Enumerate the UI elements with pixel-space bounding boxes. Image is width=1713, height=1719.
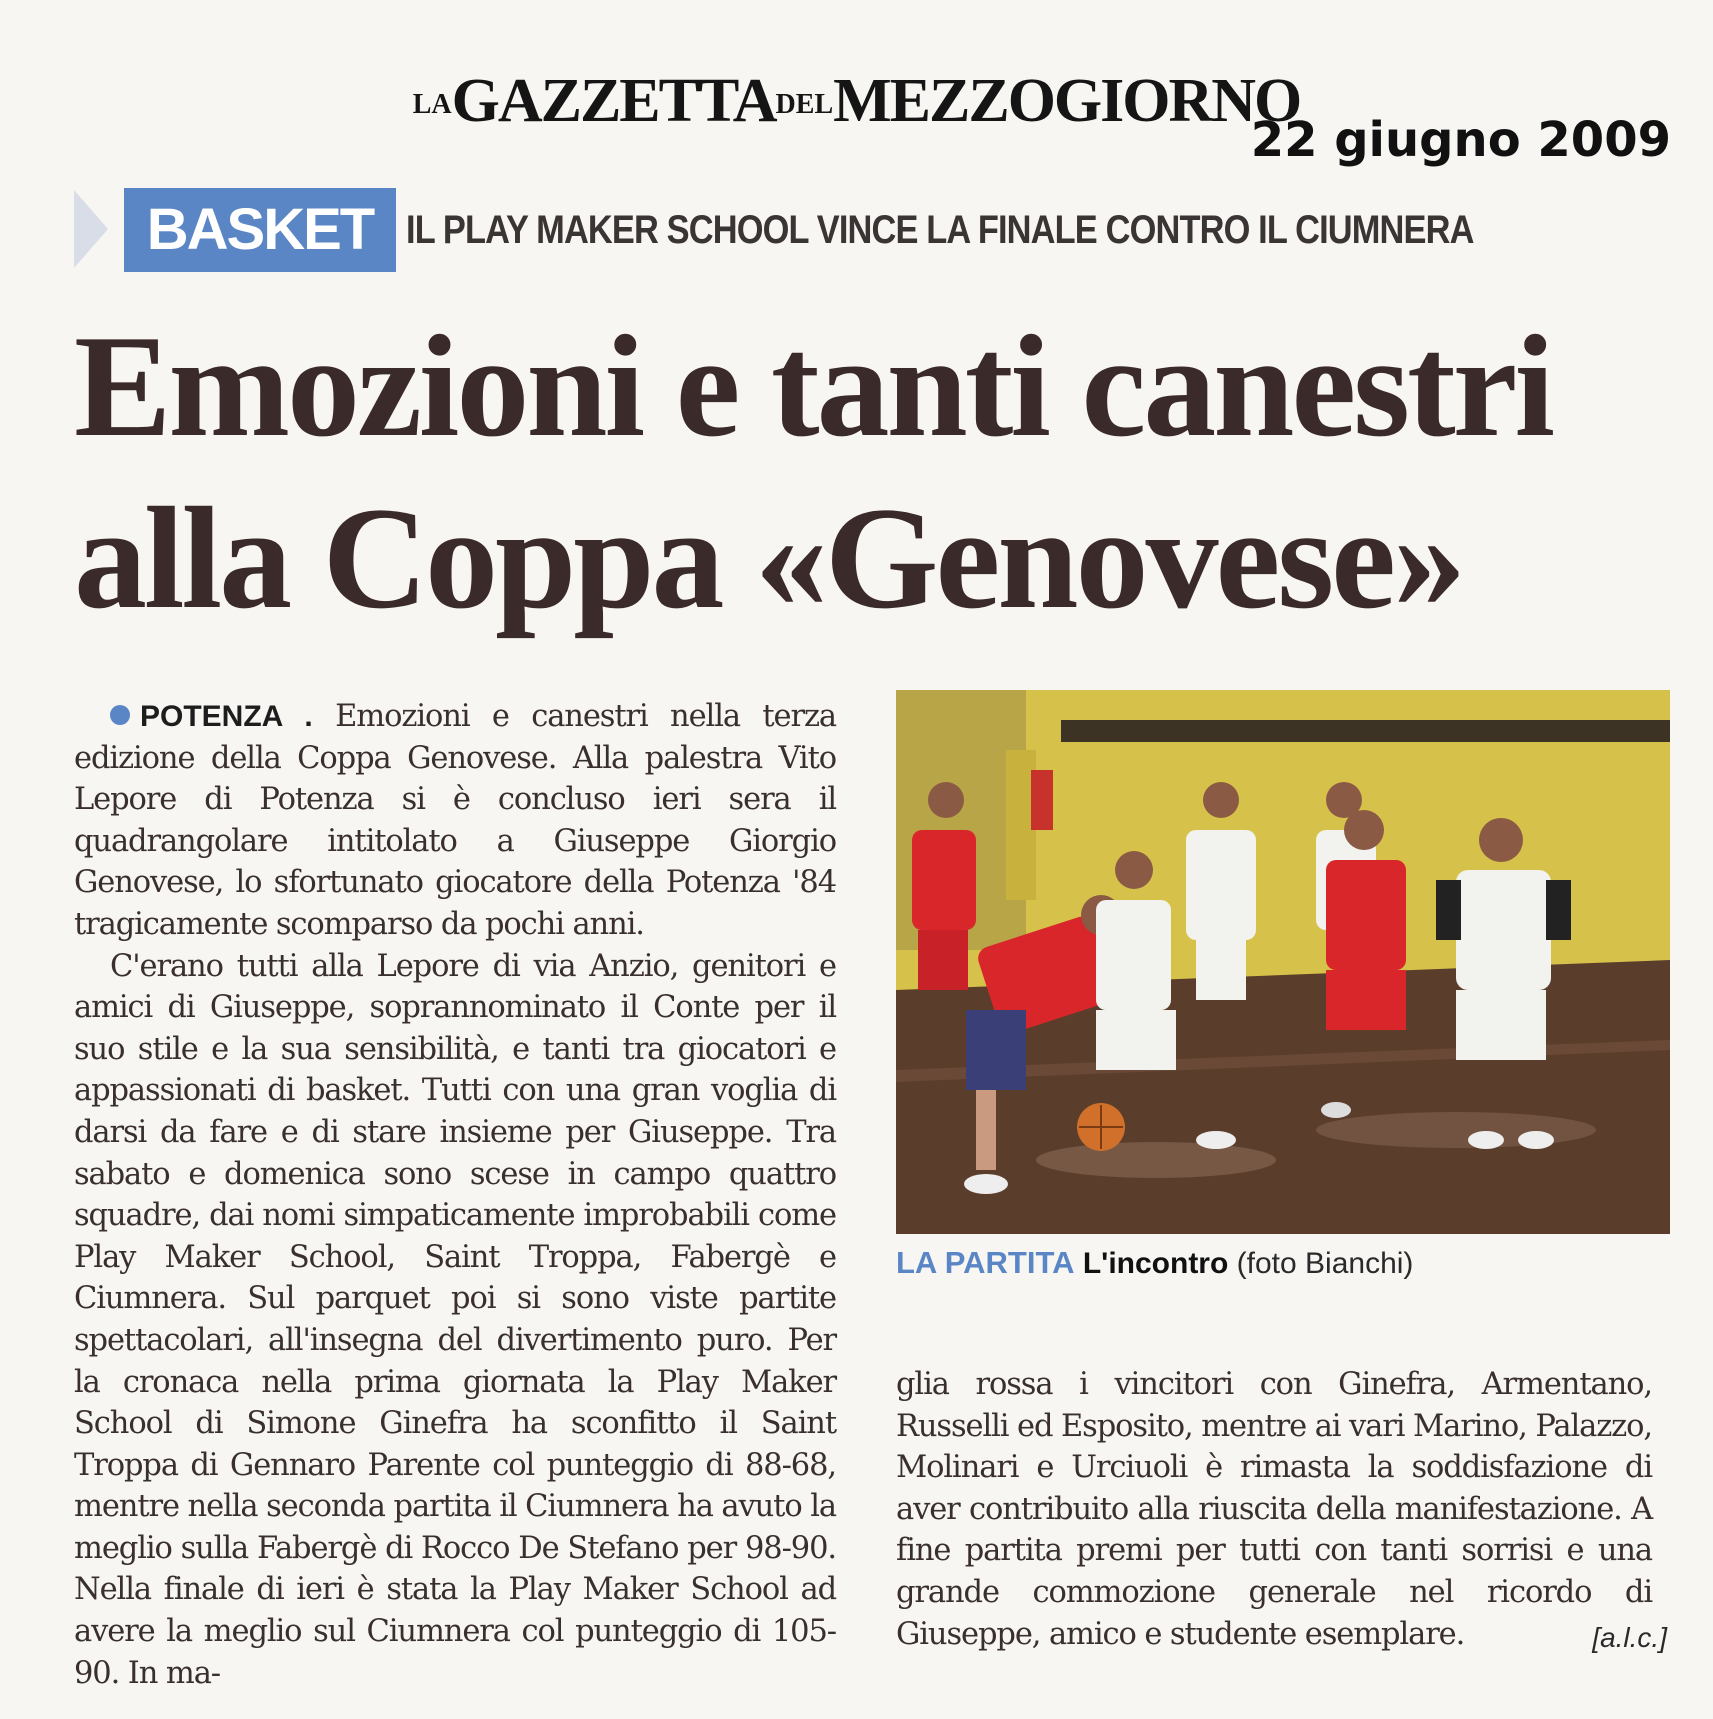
basketball-players-image [896,690,1670,1234]
masthead-prefix: LA [412,89,452,120]
paragraph-2-right: glia rossa i vincitori con Ginefra, Armentano, Russelli ed Esposito, mentre ai vari Marino, Palazzo, Molinari e Urciuoli è rimasta la soddisfazione di aver contribuito alla riuscita della manifestazione. A fine partita premi per tutti con tanti sorrisi e una grande commozione generale nel ricordo di Giuseppe, amico e studente esemplare. [896,1367,1652,1652]
caption-label: LA PARTITA [896,1245,1075,1280]
masthead-part1: GAZZETTA [451,67,776,135]
photo-caption [896,1245,1413,1281]
caption-credit: (foto Bianchi) [1236,1247,1414,1280]
dateline: POTENZA . [140,700,313,733]
main-headline [74,300,1634,644]
kicker-headline: IL PLAY MAKER SCHOOL VINCE LA FINALE CONTRO IL CIUMNERA [406,208,1474,252]
issue-date: 22 giugno 2009 [1250,112,1671,168]
article-column-left [74,696,836,1694]
article-column-right [896,1364,1652,1655]
paragraph-2-left: C'erano tutti alla Lepore di via Anzio, genitori e amici di Giuseppe, soprannominato il Conte per il suo stile e la sua sensibilità, e tanti tra giocatori e appassionati di basket. Tutti con una gran voglia di darsi da fare e di stare insieme per Giuseppe. Tra sabato e domenica sono scese in campo quattro squadre, dai nomi simpaticamente improbabili come Play Maker School, Saint Troppa, Fabergè e Ciumnera. Sul parquet poi si sono viste partite spettacolari, all'insegna del divertimento puro. Per la cronaca nella prima giornata la Play Maker School di Simone Ginefra ha sconfitto il Saint Troppa di Gennaro Parente col punteggio di 88-68, mentre nella seconda partita il Ciumnera ha avuto la meglio sulla Fabergè di Rocco De Stefano per 98-90. Nella finale di ieri è stata la Play Maker School ad avere la meglio sul Ciumnera col punteggio di 105-90. In ma- [74,948,836,1691]
section-tag: BASKET [124,188,396,272]
section-arrow-icon [74,190,108,268]
headline-line-1: Emozioni e tanti canestri [74,305,1553,467]
match-photo [896,690,1670,1234]
masthead-middle: DEL [775,89,834,120]
paragraph-1-text: Emozioni e canestri nella terza edizione della Coppa Genovese. Alla palestra Vito Lepore di Potenza si è concluso ieri sera il quadrangolare intitolato a Giuseppe Giorgio Genovese, lo sfortunato giocatore della Potenza '84 tragicamente scomparso da pochi anni. [74,699,836,942]
masthead-part2: MEZZOGIORNO [833,67,1301,135]
caption-title: L'incontro [1082,1247,1229,1280]
bullet-dot-icon [110,705,130,725]
author-signature: [a.l.c.] [1592,1622,1667,1653]
headline-line-2: alla Coppa «Genovese» [74,477,1463,639]
paragraph-1 [74,696,836,946]
